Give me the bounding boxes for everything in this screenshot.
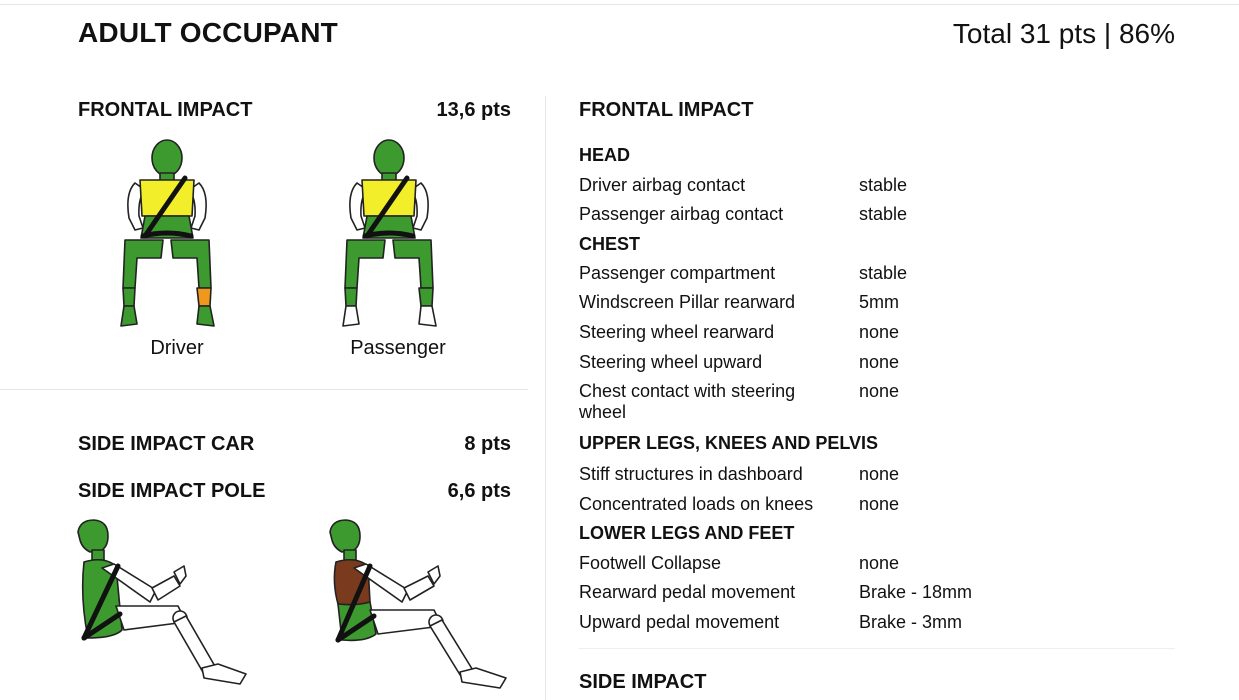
passenger-frontal-dummy (329, 138, 449, 334)
row-label: Upward pedal movement (579, 612, 780, 632)
row-value: 5mm (859, 292, 899, 312)
row-value: stable (859, 175, 908, 195)
row-label: Rearward pedal movement (579, 582, 796, 602)
column-divider (545, 96, 546, 700)
total-score: Total 31 pts | 86% (952, 18, 1175, 49)
top-divider (0, 4, 1239, 5)
row-label: Steering wheel upward (579, 352, 763, 372)
side-impact-car-dummy (74, 518, 254, 696)
category-upper-legs: UPPER LEGS, KNEES AND PELVIS (579, 433, 879, 453)
row-label: Footwell Collapse (579, 553, 722, 573)
row-value: none (859, 553, 900, 573)
row-label: Driver airbag contact (579, 175, 746, 195)
row-value: Brake - 18mm (859, 582, 973, 602)
side-impact-pole-heading: SIDE IMPACT POLE (78, 480, 266, 502)
row-label: Chest contact with steering wheel (579, 381, 796, 422)
row-label: Passenger airbag contact (579, 204, 784, 224)
category-chest: CHEST (579, 234, 641, 254)
frontal-impact-heading: FRONTAL IMPACT (78, 99, 253, 121)
side-impact-details-heading: SIDE IMPACT (579, 671, 707, 693)
row-label: Concentrated loads on knees (579, 494, 814, 514)
row-label: Passenger compartment (579, 263, 776, 283)
page-title: ADULT OCCUPANT (78, 17, 338, 48)
row-value: none (859, 381, 900, 401)
row-value: Brake - 3mm (859, 612, 963, 632)
driver-frontal-dummy (107, 138, 227, 334)
category-lower-legs: LOWER LEGS AND FEET (579, 523, 795, 543)
category-head: HEAD (579, 145, 631, 165)
frontal-impact-details-heading: FRONTAL IMPACT (579, 99, 754, 121)
row-value: stable (859, 204, 908, 224)
left-section-divider (0, 389, 528, 390)
side-impact-pole-points: 6,6 pts (447, 480, 511, 502)
row-value: none (859, 494, 900, 514)
driver-label: Driver (150, 337, 204, 359)
row-value: none (859, 352, 900, 372)
side-impact-car-points: 8 pts (464, 433, 511, 455)
right-section-divider (579, 648, 1175, 649)
row-value: none (859, 464, 900, 484)
row-value: stable (859, 263, 908, 283)
row-label: Steering wheel rearward (579, 322, 775, 342)
side-impact-pole-dummy (326, 518, 516, 700)
frontal-impact-points: 13,6 pts (436, 99, 511, 121)
passenger-label: Passenger (350, 337, 446, 359)
row-label: Stiff structures in dashboard (579, 464, 803, 484)
row-value: none (859, 322, 900, 342)
side-impact-car-heading: SIDE IMPACT CAR (78, 433, 255, 455)
row-label: Windscreen Pillar rearward (579, 292, 796, 312)
